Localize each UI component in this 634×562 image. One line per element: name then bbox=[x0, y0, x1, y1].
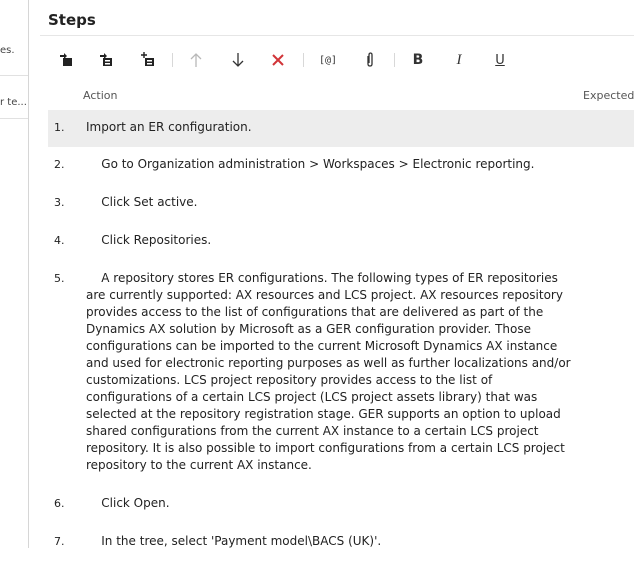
arrow-down-icon bbox=[231, 52, 245, 68]
step-row[interactable] bbox=[48, 185, 634, 223]
steps-toolbar bbox=[48, 48, 608, 72]
step-row[interactable] bbox=[48, 486, 634, 524]
step-action-text[interactable]: Click Open. bbox=[86, 496, 170, 510]
paperclip-icon bbox=[363, 52, 377, 68]
expected-column-header[interactable]: Expected bbox=[583, 89, 634, 102]
delete-icon bbox=[271, 53, 285, 67]
step-number: 5. bbox=[54, 272, 65, 285]
underline-button[interactable]: U bbox=[495, 52, 505, 68]
steps-list bbox=[48, 110, 634, 562]
left-panel-item[interactable]: es. bbox=[0, 45, 15, 56]
toolbar-separator bbox=[303, 53, 304, 67]
insert-shared-steps-button[interactable] bbox=[92, 48, 120, 72]
step-action-text[interactable]: Click Repositories. bbox=[86, 233, 212, 247]
delete-step-button[interactable] bbox=[264, 48, 292, 72]
step-number: 3. bbox=[54, 196, 65, 209]
left-panel-divider bbox=[0, 118, 28, 119]
move-step-down-button[interactable] bbox=[224, 48, 252, 72]
move-step-up-button[interactable] bbox=[182, 48, 210, 72]
step-row[interactable] bbox=[48, 223, 634, 261]
step-row[interactable] bbox=[48, 524, 634, 562]
left-panel-item[interactable]: r te... bbox=[0, 97, 27, 108]
step-row[interactable] bbox=[48, 110, 634, 147]
toolbar-separator bbox=[394, 53, 395, 67]
steps-title: Steps bbox=[48, 11, 96, 29]
step-row[interactable] bbox=[48, 261, 634, 486]
left-panel bbox=[0, 0, 29, 548]
arrow-up-icon bbox=[189, 52, 203, 68]
step-number: 1. bbox=[54, 121, 65, 134]
add-attachment-button[interactable] bbox=[356, 48, 384, 72]
toolbar-separator bbox=[172, 53, 173, 67]
create-shared-steps-button[interactable] bbox=[134, 48, 162, 72]
bold-button[interactable]: B bbox=[412, 52, 424, 68]
step-action-text[interactable]: Go to Organization administration > Workspaces > Electronic reporting. bbox=[86, 157, 535, 171]
step-row[interactable] bbox=[48, 147, 634, 185]
insert-step-button[interactable] bbox=[52, 48, 80, 72]
step-action-text[interactable]: Click Set active. bbox=[86, 195, 198, 209]
step-action-text[interactable]: In the tree, select 'Payment model\BACS (UK)'. bbox=[86, 534, 382, 548]
left-panel-divider bbox=[0, 75, 28, 76]
step-number: 6. bbox=[54, 497, 65, 510]
insert-parameter-button[interactable]: [@] bbox=[318, 54, 338, 66]
step-number: 4. bbox=[54, 234, 65, 247]
italic-button[interactable]: I bbox=[456, 51, 462, 68]
create-shared-steps-icon bbox=[140, 52, 156, 68]
insert-step-icon bbox=[58, 52, 74, 68]
insert-shared-steps-icon bbox=[98, 52, 114, 68]
title-divider bbox=[40, 35, 634, 36]
step-number: 2. bbox=[54, 158, 65, 171]
step-action-text[interactable]: Import an ER configuration. bbox=[86, 120, 252, 134]
step-number: 7. bbox=[54, 535, 65, 548]
action-column-header[interactable]: Action bbox=[83, 89, 118, 102]
step-action-text[interactable]: A repository stores ER configurations. The following types of ER repositories are currently supported: AX resources and LCS project. AX resources repository provides access to the list of configurations that are delivered as part of the Dynamics AX solution by Microsoft as a GER configuration provider. Those configurations can be imported to the current Microsoft Dynamics AX instance and used for electronic reporting purposes as well as further localizations and/or customizations. LCS project repository provides access to the list of configurations of a certain LCS project (LCS project assets library) that was selected at the repository registration stage. GER supports an option to upload shared configurations from the current AX instance to a certain LCS project repository. It is also possible to import configurations from a certain LCS project repository to the current AX instance. bbox=[86, 271, 575, 472]
